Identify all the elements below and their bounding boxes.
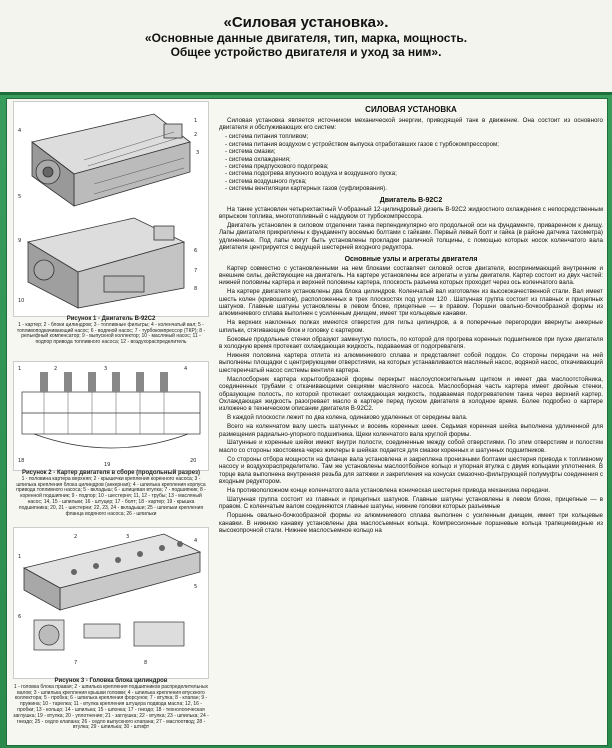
units-paragraph: Шатунные и коренные шейки имеют внутри полости, соединенные между собой отверстиями. По этим отверстиям и полостям масло со стороны хвостовика через жиклеры в шейках подается для смазки коренных и шатунных подшипников.	[219, 439, 603, 454]
units-paragraph: Маслосборник картера корытообразной формы перекрыт маслоуспокоительным щитком и имеет два маслоотстойника, соединенных трубами с откачивающими секциями масляного насоса. Маслосборная часть картера имеет двойные стенки, образующие полость, по которой протекает охлаждающая жидкость, подаваемая подогревателем танка через верхний картер. Охлаждающая жидкость разогревает масло в картере перед пуском двигателя в холодное время. Более подробно о картере изложено в техническом описании двигателя В-92С2.	[219, 375, 603, 413]
units-paragraph: Шатунная группа состоит из главных и прицепных шатунов. Главные шатуны установлены в левом блоке, прицепные — в правом. С коленчатым валом соединяются главные шатуны, нижние головки которых разъемные	[219, 495, 603, 511]
svg-text:4: 4	[194, 538, 198, 544]
figure-1-caption	[13, 317, 209, 346]
figure-2-title: Рисунок 2 - Картер двигателя в сборе (продольный разрез)	[21, 470, 201, 476]
svg-text:20: 20	[190, 458, 197, 464]
svg-text:7: 7	[74, 660, 78, 666]
units-paragraph: На картере двигателя установлены два блока цилиндров. Коленчатый вал изготовлен из высококачественной стали. Вал имеет шесть колен (кривошипов), расположенных в трех плоскостях под углом 120 . Шатунная группа состоит из главных и прицепных шатунов. Главные шатуны установлены в левом блоке, прицепные — в правом. Поршни овально-бочкообразной формы из алюминиевого сплава выполнен с усиленным днищем, имеет три кольцевые канавки.	[219, 288, 603, 318]
units-paragraph: На верхних наклонных полках имеются отверстия для гильз цилиндров, а в поперечные перегородки ввернуты анкерные шпильки, стягивающие блок и головку с картером.	[219, 319, 603, 334]
article-intro: Силовая установка является источником механической энергии, приводящей танк в движение. Она состоит из основного двигателя и обслуживающих его систем:	[219, 117, 603, 132]
figure-1-legend: 1 - картер; 2 - блоки цилиндров; 3 - топливные фильтры; 4 - коленчатый вал; 5 - топливоподкачивающий насос; 6 - водяной насос; 7 - турбокомпрессор (ТКР); 8 - рельефный компенсатор; 9 - выпускной коллектор; 10 - масляный насос; 11 - подпор привода топливного насоса; 12 - воздухораспределитель	[16, 321, 206, 346]
engine-paragraph: На танке установлен четырехтактный V-образный 12-цилиндровый дизель В-92С2 жидкостного охлаждения с непосредственным впрыском топлива, многотопливный с наддувом от турбокомпрессора.	[219, 205, 603, 220]
figure-1	[13, 101, 209, 346]
crankcase-drawing	[13, 361, 209, 471]
svg-text:6: 6	[194, 248, 198, 254]
units-paragraph: На противоположном конце коленчатого вала установлена коническая шестерня привода механизма передачи.	[227, 486, 550, 494]
svg-text:8: 8	[194, 286, 198, 292]
engine-section-title: Двигатель В-92С2	[379, 196, 443, 204]
svg-text:6: 6	[18, 614, 22, 620]
crankcase-section-illustration	[14, 362, 208, 468]
poster-title: «Силовая установка».	[223, 14, 389, 31]
svg-text:10: 10	[18, 298, 25, 304]
content-panel	[6, 98, 608, 746]
poster-header	[0, 0, 612, 95]
figure-1-title: Рисунок 1 - Двигатель В-92С2	[66, 316, 156, 322]
figure-2	[13, 361, 209, 517]
svg-text:4: 4	[18, 128, 22, 134]
figure-2-caption	[13, 471, 209, 517]
svg-text:1: 1	[18, 554, 22, 560]
units-paragraph: Картер совместно с установленными на нем блоками составляет силовой остов двигателя, воспринимающий внутренние и внешние силы, действующие на двигатель. На картере установлены все агрегаты и узлы двигателя. Картер состоит из двух частей: нижней половины картера и верхней половины картера, плоскость разъема которых проходит через ось коленчатого вала.	[219, 264, 603, 287]
units-paragraph: Со стороны отбора мощности на фланце вала установлена и закреплена пронизными болтами шестерня привода к топливному насосу и воздухораспределителю. Там же установлены маслоотбойное кольцо и упорная втулка с двумя кольцами уплотнения. В торце вала выполнена внутренняя резьба для затяжки и закрепления на конусах смазочно-фильтрующей полумуфты соединения с входным редуктором.	[219, 455, 603, 485]
systems-list-item: - система питания воздухом с устройством выпуска отработавших газов с турбокомпрессором;	[225, 140, 500, 148]
svg-text:7: 7	[194, 268, 198, 274]
engine-drawing	[13, 101, 209, 317]
svg-text:3: 3	[104, 366, 108, 372]
svg-text:3: 3	[196, 150, 200, 156]
figure-3-caption	[13, 679, 209, 731]
units-paragraph: Нижняя половина картера отлита из алюминиевого сплава и представляет собой поддон. Со стороны передачи на ней выполнены площадки с центрирующими отверстиями, на которых устанавливаются масляный насос, водяной насос, откачивающий шестеренчатый насос системы вентиля картера.	[219, 351, 603, 374]
units-paragraph: Поршень овально-бочкообразной формы из алюминиевого сплава выполнен с усиленным днищем, имеет три кольцевые канавки. В нижнюю канавку установлены два маслосъемных кольца. Компрессионные поршневые кольца трапециевидные из высокопрочной стали. Нижнее маслосъемное кольцо на	[219, 512, 603, 534]
units-paragraph: Всего на коленчатом валу шесть шатунных и восемь коренных шеек. Седьмая коренная шейка выполнена удлиненной для размещения радиально-упорного подшипника. Щеки коленчатого вала круглой формы.	[219, 423, 603, 438]
svg-text:5: 5	[18, 194, 22, 200]
svg-text:2: 2	[54, 366, 58, 372]
systems-list-item: - система смазки;	[225, 148, 276, 156]
article-title: СИЛОВАЯ УСТАНОВКА	[365, 105, 457, 114]
units-paragraph: Боковые продольные стенки образуют замкнутую полость, по которой для прогрева коренных подшипников при пуске двигателя в холодную время протекает охлаждающая жидкость, подаваемая от подогревателя.	[219, 335, 603, 351]
svg-text:1: 1	[18, 366, 22, 372]
svg-text:2: 2	[74, 534, 78, 540]
units-paragraph: В каждой плоскости лежит по два колена, одинаково удаленных от середины вала.	[227, 414, 468, 422]
systems-list-item: - система воздушного пуска;	[225, 177, 307, 185]
systems-list	[225, 133, 603, 192]
cylinder-head-illustration	[14, 528, 208, 676]
poster-subtitle-line-2: Общее устройство двигателя и уход за ним».	[170, 45, 442, 59]
svg-text:18: 18	[18, 458, 25, 464]
poster-subtitle-line-1: «Основные данные двигателя, тип, марка, мощность.	[144, 31, 468, 45]
figures-column	[7, 99, 215, 745]
svg-text:19: 19	[104, 462, 111, 468]
figure-3	[13, 527, 209, 731]
systems-list-item: - система подогрева впускного воздуха и воздушного пуска;	[225, 170, 397, 178]
systems-list-item: - система питания топливом;	[225, 133, 309, 141]
svg-text:2: 2	[194, 132, 198, 138]
figure-3-legend: 1 - головка блока правая; 2 - шпилька крепления подшипников распределительных валов; 3 - шпилька крепления крышки головки; 4 - шпилька крепления впускного коллектора; 5 - пробка; 6 - шпилька крепления форсунок; 7 - втулка; 8 - клапан; 9 - пружина; 10 - тарелка; 11 - втулка крепления штуцера подвода масла; 12, 16 - пробки; 13 - кольцо; 14 - шпилька; 15 - шпонка; 17 - гнездо; 18 - технологическая заглушка; 19 - втулка; 20 - уплотнение; 21 - заглушка; 22 - втулка; 23 - шпилька; 24 - гнездо; 25 - седло клапана; 26 - седло выпускного клапана; 27 - маслоотвод; 28 - втулка; 29 - шпилька; 30 - штифт	[13, 683, 209, 731]
svg-text:8: 8	[144, 660, 148, 666]
svg-text:9: 9	[18, 238, 22, 244]
engine-paragraph: Двигатель установлен в силовом отделении танка перпендикулярно его продольной оси на фундаменте, приваренном к днищу. Лапы двигателя прикреплены к фундаменту восемью болтами с гайками. Первый левый болт и гайка (в районе датчика тахометра) удлиненные. Под лапы могут быть установлены прокладки различной толщины, с помощью которых носок коленчатого вала двигателя центрируется с ведущей шестерней входного редуктора.	[219, 221, 603, 252]
units-section-title: Основные узлы и агрегаты двигателя	[344, 255, 478, 263]
systems-list-item: - система охлаждения;	[225, 155, 291, 163]
svg-text:3: 3	[126, 534, 130, 540]
figure-3-title: Рисунок 3 - Головка блока цилиндров	[54, 678, 168, 684]
svg-text:5: 5	[194, 584, 198, 590]
systems-list-item: - системы вентиляции картерных газов (суфлирования).	[225, 185, 387, 193]
cylinder-head-drawing	[13, 527, 209, 679]
svg-text:1: 1	[194, 118, 198, 124]
engine-illustration	[14, 102, 208, 314]
svg-text:4: 4	[184, 366, 188, 372]
systems-list-item: - система предпускового подогрева;	[225, 162, 329, 170]
figure-2-legend: 1 - половина картера верхняя; 2 - крышечки крепления коренного насоса; 3 - шпилька крепления блока цилиндров (анкерная); 4 - шпилька крепления корпуса привода топливного насоса; 5 - вкладыш; 6 - шлицевая втулка; 7 - подшипник; 8 - коренной подшипник; 9 - подпор; 10 - шестерня; 11, 12 - трубы; 13 - масляный насос; 14, 15 - шпильки; 16 - штуцер; 17 - болт; 18 - картер; 19 - крышка подшипника; 20, 21 - шестерни; 22, 23, 24 - вкладыши; 25 - шпильки крепления фланца водяного насоса; 26 - шпильки	[16, 475, 206, 517]
article-column	[219, 103, 603, 743]
